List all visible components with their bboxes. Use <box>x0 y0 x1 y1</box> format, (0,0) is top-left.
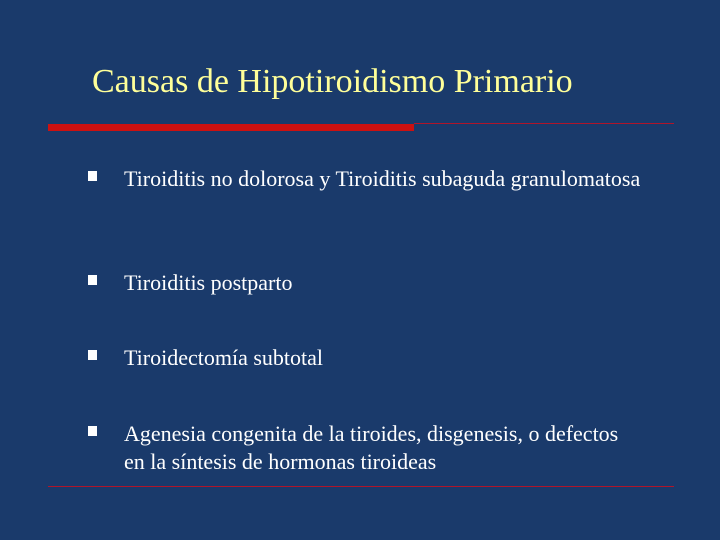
bullet-text: Agenesia congenita de la tiroides, disgenesis, o defectos en la síntesis de hormonas tiroideas <box>124 421 619 474</box>
bullet-text: Tiroiditis postparto <box>124 270 293 295</box>
bullet-text: Tiroidectomía subtotal <box>124 345 324 370</box>
bullet-square-icon <box>88 171 97 181</box>
bottom-rule <box>48 486 674 487</box>
title-underline-thin <box>414 123 674 124</box>
bullet-text: Tiroiditis no dolorosa y Tiroiditis subaguda granulomatosa <box>124 166 641 191</box>
bullet-square-icon <box>88 275 97 285</box>
title-underline-thick <box>48 124 414 131</box>
bullet-square-icon <box>88 350 97 360</box>
bullet-square-icon <box>88 426 97 436</box>
slide-title: Causas de Hipotiroidismo Primario <box>92 63 573 100</box>
